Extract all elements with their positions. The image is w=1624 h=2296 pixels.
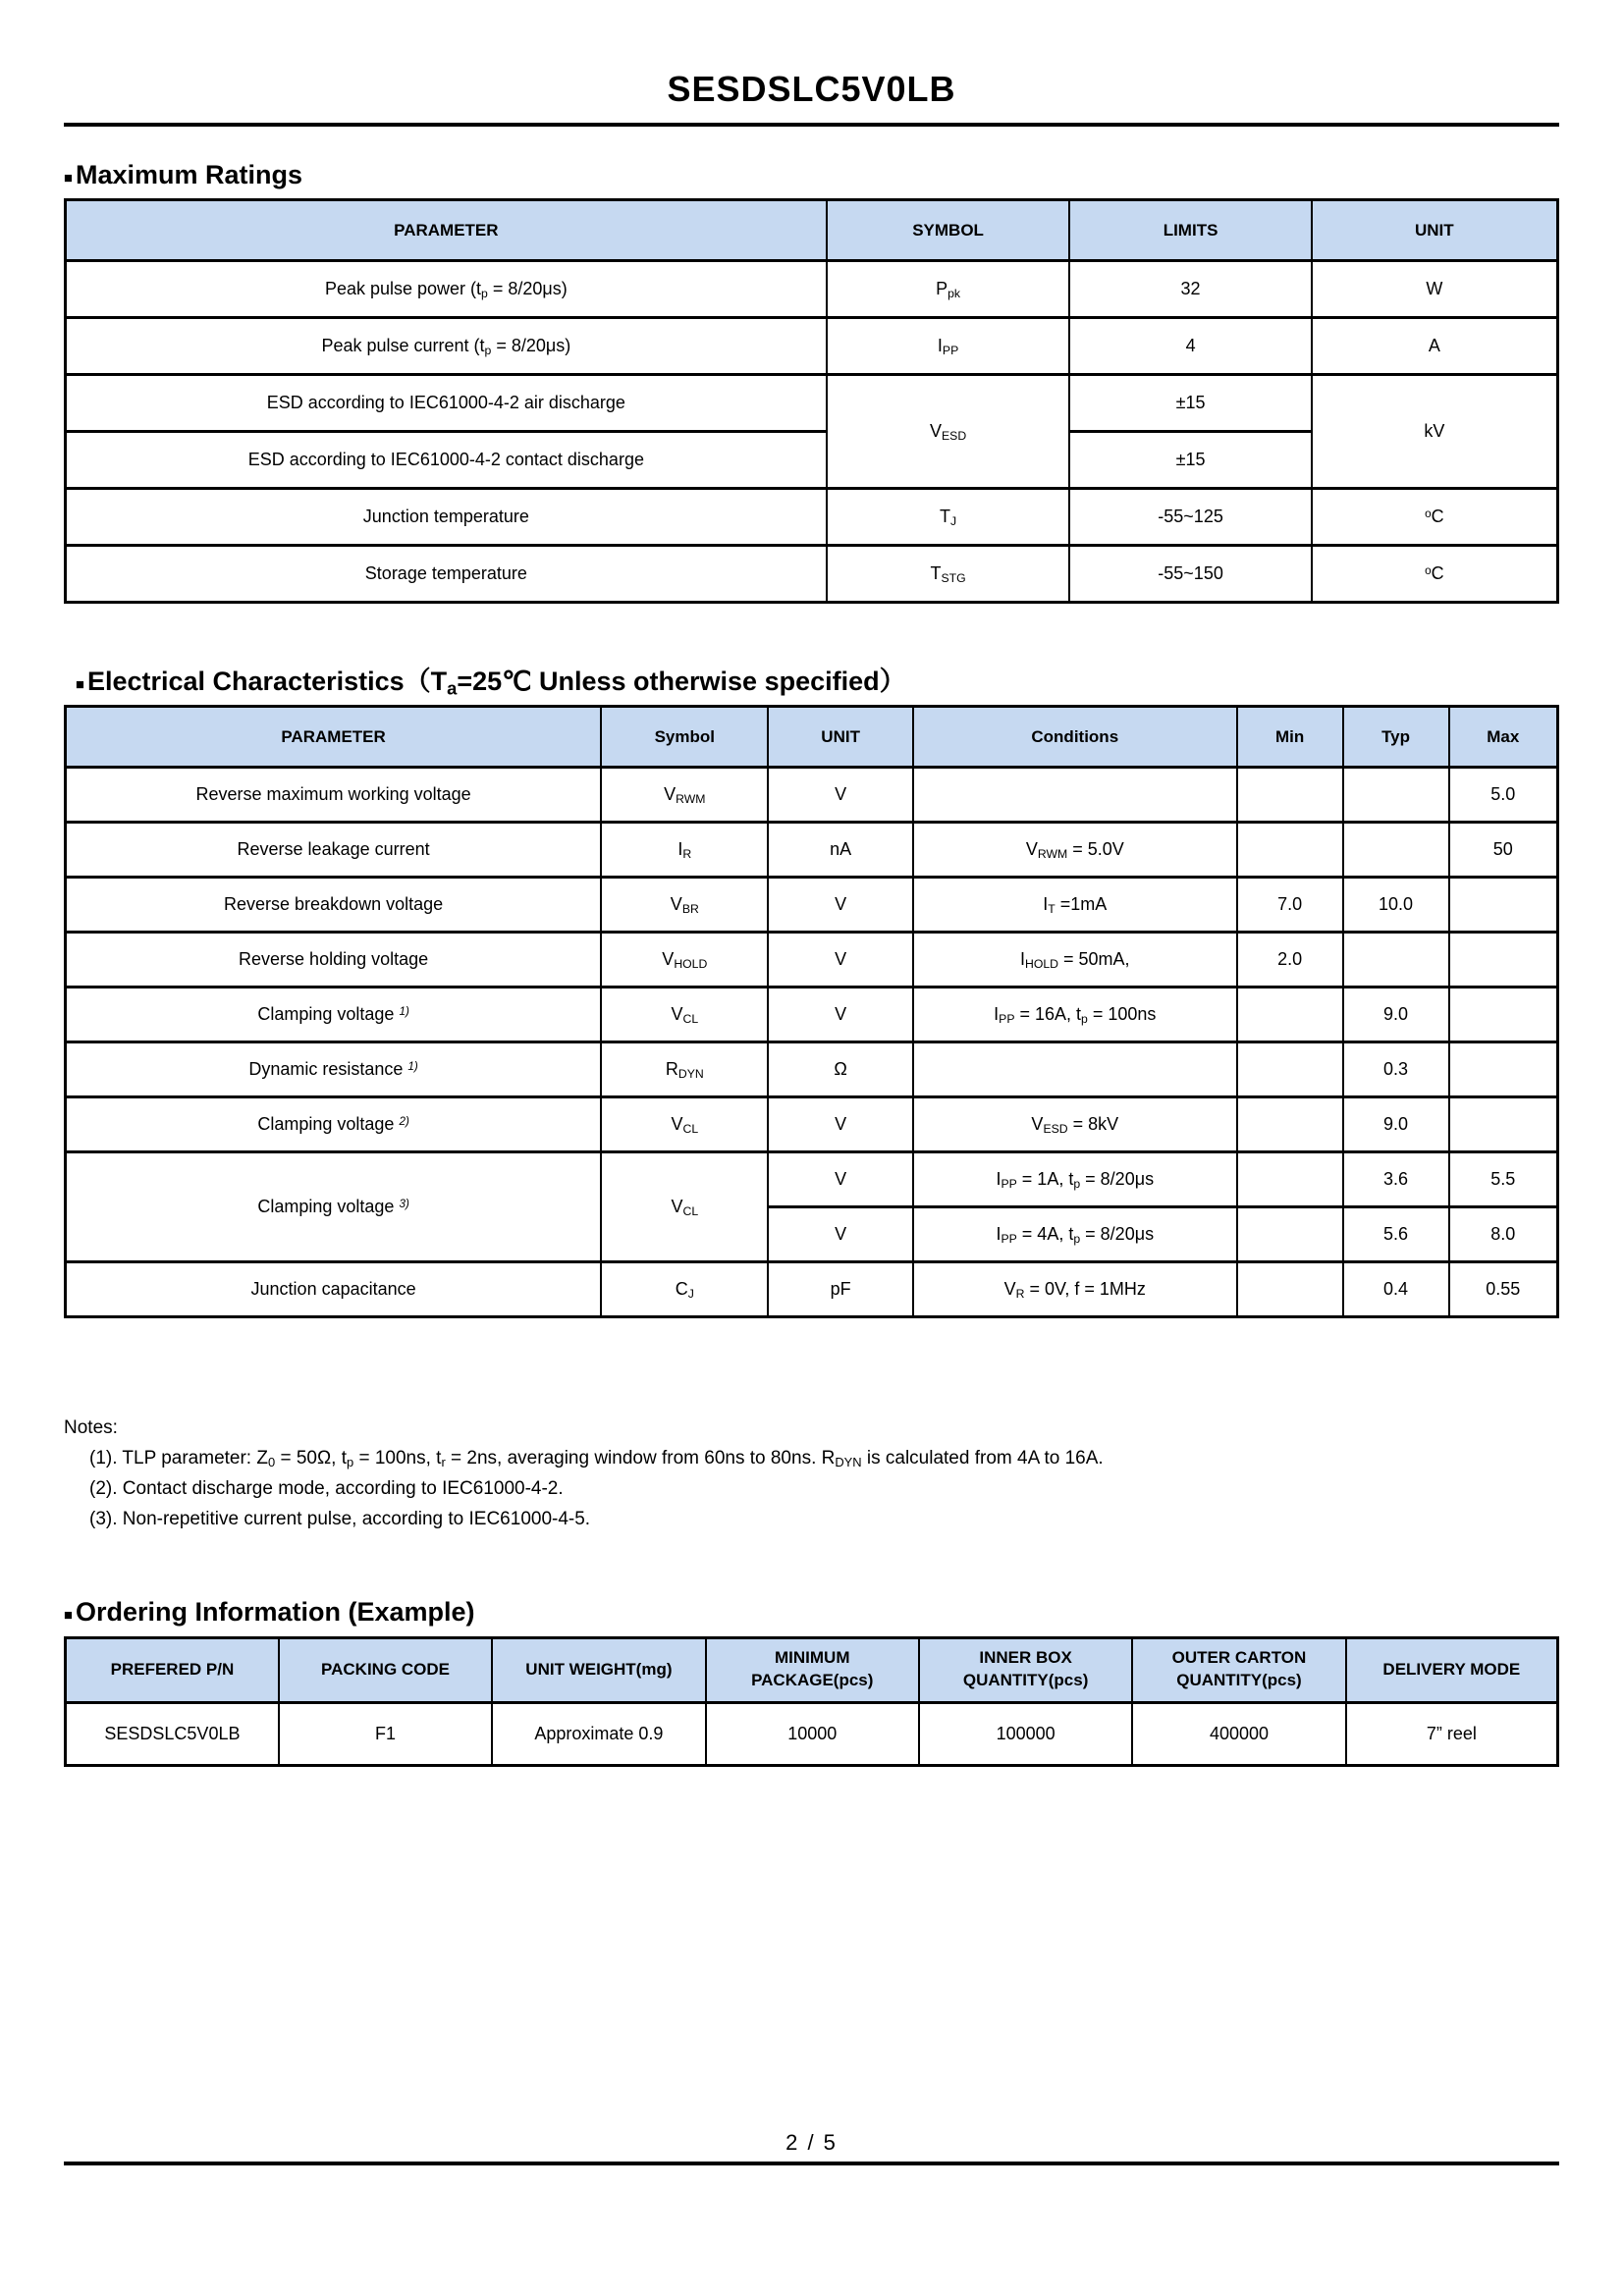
note-line: (3). Non-repetitive current pulse, according to IEC61000-4-5. xyxy=(89,1509,591,1530)
table-cell: $I_T =1mA$ xyxy=(913,878,1237,933)
table-cell: W xyxy=(1312,261,1558,318)
table-row xyxy=(66,988,1558,1042)
table-row xyxy=(66,1702,1558,1765)
table-cell: V xyxy=(768,768,912,823)
page-number: 2 / 5 xyxy=(785,2130,838,2155)
header-row xyxy=(66,707,1558,768)
table-cell: kV xyxy=(1312,375,1558,489)
column-header: Conditions xyxy=(913,707,1237,768)
table-cell: Reverse holding voltage xyxy=(66,933,602,988)
table-cell xyxy=(1237,768,1343,823)
table-cell: 0.4 xyxy=(1343,1262,1449,1317)
table-row xyxy=(66,1097,1558,1152)
heading-maximum-ratings xyxy=(64,160,1559,190)
header-row xyxy=(66,200,1558,261)
table-cell: 8.0 xyxy=(1449,1207,1558,1262)
notes-list xyxy=(64,1443,1559,1534)
table-cell: pF xyxy=(768,1262,912,1317)
table-cell: Storage temperature xyxy=(66,546,827,603)
table-cell: 9.0 xyxy=(1343,1097,1449,1152)
column-header: UNIT xyxy=(1312,200,1558,261)
table-cell: Junction temperature xyxy=(66,489,827,546)
table-cell: $T_J$ xyxy=(827,489,1070,546)
table-cell: $V_{RWM} = 5.0V$ xyxy=(913,823,1237,878)
table-cell: 5.6 xyxy=(1343,1207,1449,1262)
table-cell: Reverse breakdown voltage xyxy=(66,878,602,933)
table-cell: $^o$C xyxy=(1312,489,1558,546)
table-cell: Clamping voltage $^{1)}$ xyxy=(66,988,602,1042)
table-cell: -55~150 xyxy=(1069,546,1311,603)
table-cell: 400000 xyxy=(1132,1702,1345,1765)
table-cell xyxy=(1449,878,1558,933)
table-cell xyxy=(1237,1152,1343,1207)
table-cell: V xyxy=(768,1207,912,1262)
note-line: (1). TLP parameter: $Z_0 = 50\Omega$, $t_p = 100ns$, $t_r = 2ns$, averaging window from 60ns to 80ns. $R_{DYN}$ is calculated from 4A to 16A. xyxy=(89,1448,1104,1470)
heading-ordering-information-label: Ordering Information (Example) xyxy=(75,1597,475,1628)
table-cell: 10.0 xyxy=(1343,878,1449,933)
column-header: UNIT WEIGHT(mg) xyxy=(492,1637,705,1702)
table-cell: 2.0 xyxy=(1237,933,1343,988)
table-cell xyxy=(1449,1097,1558,1152)
table-cell: $P_{pk}$ xyxy=(827,261,1070,318)
table-cell: 5.5 xyxy=(1449,1152,1558,1207)
table-cell xyxy=(913,1042,1237,1097)
maximum-ratings-table-container xyxy=(64,198,1559,604)
table-cell: $V_{RWM}$ xyxy=(601,768,768,823)
heading-electrical-characteristics xyxy=(64,667,1559,700)
table-cell: V xyxy=(768,933,912,988)
table-cell: 50 xyxy=(1449,823,1558,878)
table-cell: V xyxy=(768,878,912,933)
table-cell: 10000 xyxy=(706,1702,919,1765)
table-cell: $I_{HOLD} = 50mA$, xyxy=(913,933,1237,988)
electrical-characteristics-table xyxy=(64,705,1559,1318)
column-header: INNER BOX QUANTITY(pcs) xyxy=(919,1637,1132,1702)
table-cell: $^o$C xyxy=(1312,546,1558,603)
table-row xyxy=(66,489,1558,546)
column-header: PACKING CODE xyxy=(279,1637,492,1702)
table-cell: $R_{DYN}$ xyxy=(601,1042,768,1097)
table-cell: Reverse maximum working voltage xyxy=(66,768,602,823)
table-cell: $V_R = 0V$, f = 1MHz xyxy=(913,1262,1237,1317)
notes-title: Notes: xyxy=(64,1417,118,1439)
header-row xyxy=(66,1637,1558,1702)
table-row xyxy=(66,823,1558,878)
column-header: UNIT xyxy=(768,707,912,768)
table-cell: Dynamic resistance $^{1)}$ xyxy=(66,1042,602,1097)
table-cell xyxy=(1343,823,1449,878)
table-cell: 5.0 xyxy=(1449,768,1558,823)
table-cell: $V_{CL}$ xyxy=(601,1097,768,1152)
table-cell xyxy=(1449,988,1558,1042)
table-cell xyxy=(1237,1097,1343,1152)
table-cell: -55~125 xyxy=(1069,489,1311,546)
table-cell: 100000 xyxy=(919,1702,1132,1765)
table-cell: $I_{PP} = 4A$, $t_p = 8/20\mu s$ xyxy=(913,1207,1237,1262)
table-cell: Reverse leakage current xyxy=(66,823,602,878)
table-cell xyxy=(1449,933,1558,988)
column-header: MINIMUM PACKAGE(pcs) xyxy=(706,1637,919,1702)
heading-ordering-information xyxy=(64,1597,1559,1628)
table-cell xyxy=(1237,1207,1343,1262)
table-cell: $C_J$ xyxy=(601,1262,768,1317)
table-cell: $V_{BR}$ xyxy=(601,878,768,933)
table-cell xyxy=(1237,823,1343,878)
table-cell: 4 xyxy=(1069,318,1311,375)
square-bullet-icon: ■ xyxy=(64,170,73,187)
note-line: (2). Contact discharge mode, according to IEC61000-4-2. xyxy=(89,1478,564,1500)
table-cell: $V_{CL}$ xyxy=(601,1152,768,1262)
footer-divider xyxy=(64,2162,1559,2165)
table-row xyxy=(66,768,1558,823)
table-cell: $I_{PP}$ xyxy=(827,318,1070,375)
table-cell xyxy=(1343,768,1449,823)
table-cell: Ω xyxy=(768,1042,912,1097)
notes-section xyxy=(64,1413,1559,1534)
table-cell: Clamping voltage $^{2)}$ xyxy=(66,1097,602,1152)
table-cell: Clamping voltage $^{3)}$ xyxy=(66,1152,602,1262)
heading-maximum-ratings-label: Maximum Ratings xyxy=(75,160,303,190)
ordering-information-table xyxy=(64,1636,1559,1767)
heading-electrical-characteristics-label: Electrical $Characteristics(T_a=25℃$ Unless otherwise specified） xyxy=(86,667,906,700)
maximum-ratings-table xyxy=(64,198,1559,604)
table-cell: Approximate 0.9 xyxy=(492,1702,705,1765)
column-header: LIMITS xyxy=(1069,200,1311,261)
column-header: Max xyxy=(1449,707,1558,768)
table-cell: $V_{CL}$ xyxy=(601,988,768,1042)
table-cell: 3.6 xyxy=(1343,1152,1449,1207)
column-header: SYMBOL xyxy=(827,200,1070,261)
table-row xyxy=(66,1262,1558,1317)
ordering-information-table-container xyxy=(64,1636,1559,1767)
table-cell: V xyxy=(768,988,912,1042)
title-divider xyxy=(64,123,1559,127)
table-cell: $I_{PP} = 1A$, $t_p = 8/20\mu s$ xyxy=(913,1152,1237,1207)
column-header: Min xyxy=(1237,707,1343,768)
table-cell: $T_{STG}$ xyxy=(827,546,1070,603)
column-header: Typ xyxy=(1343,707,1449,768)
table-row xyxy=(66,933,1558,988)
column-header: PREFERED P/N xyxy=(66,1637,279,1702)
table-row xyxy=(66,546,1558,603)
table-cell: ±15 xyxy=(1069,432,1311,489)
square-bullet-icon: ■ xyxy=(76,676,84,693)
table-cell: 32 xyxy=(1069,261,1311,318)
table-cell xyxy=(1237,1042,1343,1097)
table-row xyxy=(66,1042,1558,1097)
table-row xyxy=(66,375,1558,432)
table-cell: V xyxy=(768,1152,912,1207)
table-row xyxy=(66,1152,1558,1207)
electrical-characteristics-table-container xyxy=(64,705,1559,1318)
table-cell xyxy=(1449,1042,1558,1097)
table-cell: ESD according to IEC61000-4-2 contact discharge xyxy=(66,432,827,489)
table-cell xyxy=(1237,1262,1343,1317)
table-cell: Peak pulse current $(t_p = 8/20\mu s)$ xyxy=(66,318,827,375)
table-cell: $V_{ESD}$ xyxy=(827,375,1070,489)
table-cell xyxy=(1343,933,1449,988)
table-cell: ±15 xyxy=(1069,375,1311,432)
table-cell: nA xyxy=(768,823,912,878)
table-cell: 7” reel xyxy=(1346,1702,1558,1765)
page-title: SESDSLC5V0LB xyxy=(667,69,956,109)
column-header: DELIVERY MODE xyxy=(1346,1637,1558,1702)
column-header: OUTER CARTON QUANTITY(pcs) xyxy=(1132,1637,1345,1702)
square-bullet-icon: ■ xyxy=(64,1607,73,1624)
table-cell: F1 xyxy=(279,1702,492,1765)
table-cell xyxy=(913,768,1237,823)
table-cell: Junction capacitance xyxy=(66,1262,602,1317)
page-footer xyxy=(64,2130,1559,2165)
table-cell: 0.3 xyxy=(1343,1042,1449,1097)
table-cell: 7.0 xyxy=(1237,878,1343,933)
table-cell xyxy=(1237,988,1343,1042)
table-row xyxy=(66,261,1558,318)
table-cell: $V_{HOLD}$ xyxy=(601,933,768,988)
table-cell: Peak pulse power $(t_p = 8/20\mu s)$ xyxy=(66,261,827,318)
table-cell: 9.0 xyxy=(1343,988,1449,1042)
column-header: PARAMETER xyxy=(66,707,602,768)
column-header: Symbol xyxy=(601,707,768,768)
table-row xyxy=(66,318,1558,375)
table-row xyxy=(66,878,1558,933)
table-cell: $I_R$ xyxy=(601,823,768,878)
column-header: PARAMETER xyxy=(66,200,827,261)
table-cell: V xyxy=(768,1097,912,1152)
table-cell: $V_{ESD} = 8kV$ xyxy=(913,1097,1237,1152)
table-cell: 0.55 xyxy=(1449,1262,1558,1317)
table-cell: A xyxy=(1312,318,1558,375)
table-cell: $I_{PP} = 16A$, $t_p = 100ns$ xyxy=(913,988,1237,1042)
table-cell: SESDSLC5V0LB xyxy=(66,1702,279,1765)
table-cell: ESD according to IEC61000-4-2 air discharge xyxy=(66,375,827,432)
